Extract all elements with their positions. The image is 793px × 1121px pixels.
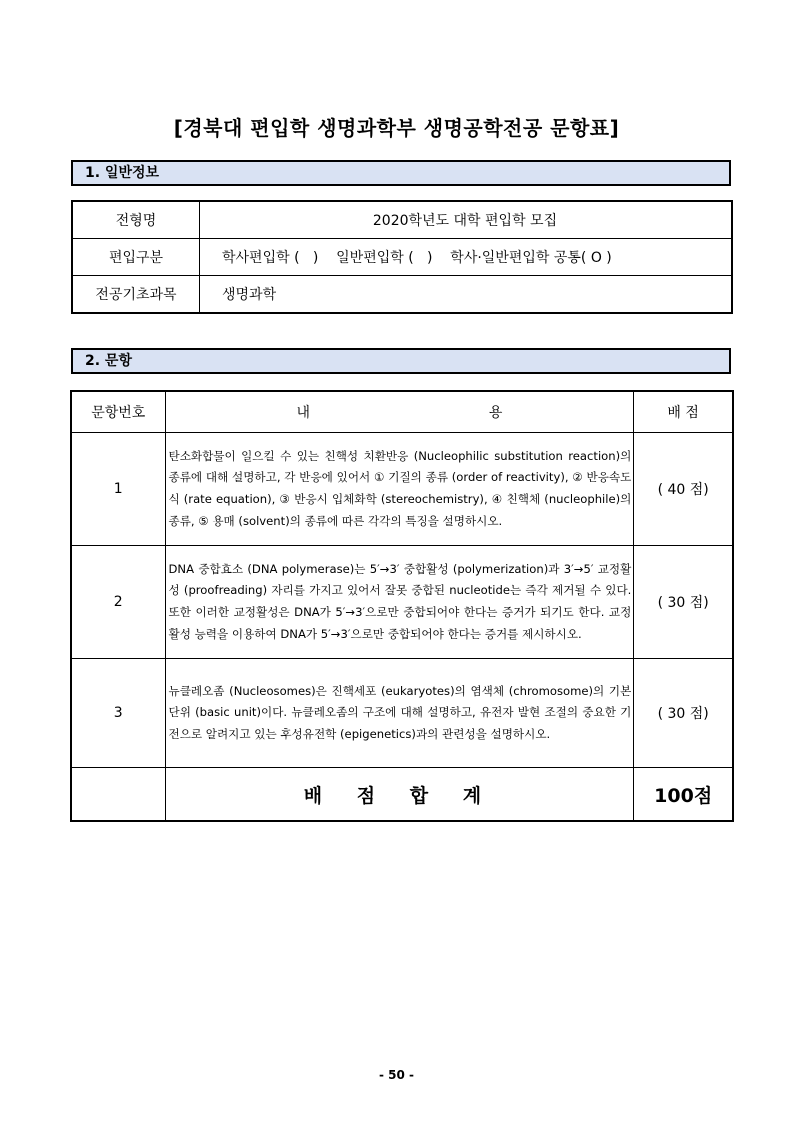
info-row <box>72 201 732 239</box>
section-heading-general-info: 1. 일반정보 <box>71 160 731 186</box>
header-content-right: 용 <box>488 405 503 421</box>
total-row <box>71 768 733 822</box>
question-number: 3 <box>71 659 165 768</box>
total-label: 배 점 합 계 <box>165 768 634 822</box>
section-heading-questions: 2. 문항 <box>71 348 731 374</box>
info-label: 편입구분 <box>72 239 200 276</box>
header-number: 문항번호 <box>71 391 165 433</box>
header-content-left: 내 <box>296 405 311 421</box>
info-label: 전공기초과목 <box>72 276 200 314</box>
question-content: 탄소화합물이 일으킬 수 있는 친핵성 치환반응 (Nucleophilic substitution reaction)의 종류에 대해 설명하고, 각 반응에 있어서 ① 기질의 종류 (order of reactivity), ② 반응속도식 (rate equation), ③ 반응시 입체화학 (stereochemistry), ④ 친핵체 (nucleophile)의 종류, ⑤ 용매 (solvent)의 종류에 따른 각각의 특징을 설명하시오. <box>165 433 634 546</box>
total-empty-cell <box>71 768 165 822</box>
question-score: ( 30 점) <box>634 546 733 659</box>
header-content <box>165 391 634 433</box>
table-row <box>71 659 733 768</box>
question-content: DNA 중합효소 (DNA polymerase)는 5′→3′ 중합활성 (polymerization)과 3′→5′ 교정활성 (proofreading) 자리를 가지고 있어서 잘못 중합된 nucleotide는 즉각 제거될 수 있다. 또한 이러한 교정활성은 DNA가 5′→3′으로만 중합되어야 한다는 증거가 되기도 한다. 교정활성 능력을 이용하여 DNA가 5′→3′으로만 중합되어야 한다는 증거를 제시하시오. <box>165 546 634 659</box>
info-value: 학사편입학 ( ) 일반편입학 ( ) 학사·일반편입학 공통( O ) <box>200 239 733 276</box>
general-info-table <box>71 200 733 314</box>
page-number: - 50 - <box>378 1068 414 1082</box>
question-number: 1 <box>71 433 165 546</box>
info-value: 2020학년도 대학 편입학 모집 <box>200 201 733 239</box>
question-number: 2 <box>71 546 165 659</box>
questions-table <box>70 390 734 822</box>
info-value: 생명과학 <box>200 276 733 314</box>
document-title: [경북대 편입학 생명과학부 생명공학전공 문항표] <box>173 116 620 140</box>
total-score: 100점 <box>634 768 733 822</box>
question-content: 뉴클레오좀 (Nucleosomes)은 진핵세포 (eukaryotes)의 염색체 (chromosome)의 기본 단위 (basic unit)이다. 뉴클레오좀의 구조에 대해 설명하고, 유전자 발현 조절의 중요한 기전으로 알려지고 있는 후성유전학 (epigenetics)과의 관련성을 설명하시오. <box>165 659 634 768</box>
header-score: 배 점 <box>634 391 733 433</box>
question-score: ( 40 점) <box>634 433 733 546</box>
info-label: 전형명 <box>72 201 200 239</box>
table-row <box>71 433 733 546</box>
table-row <box>71 546 733 659</box>
info-row <box>72 276 732 314</box>
table-header-row <box>71 391 733 433</box>
info-row <box>72 239 732 276</box>
question-score: ( 30 점) <box>634 659 733 768</box>
